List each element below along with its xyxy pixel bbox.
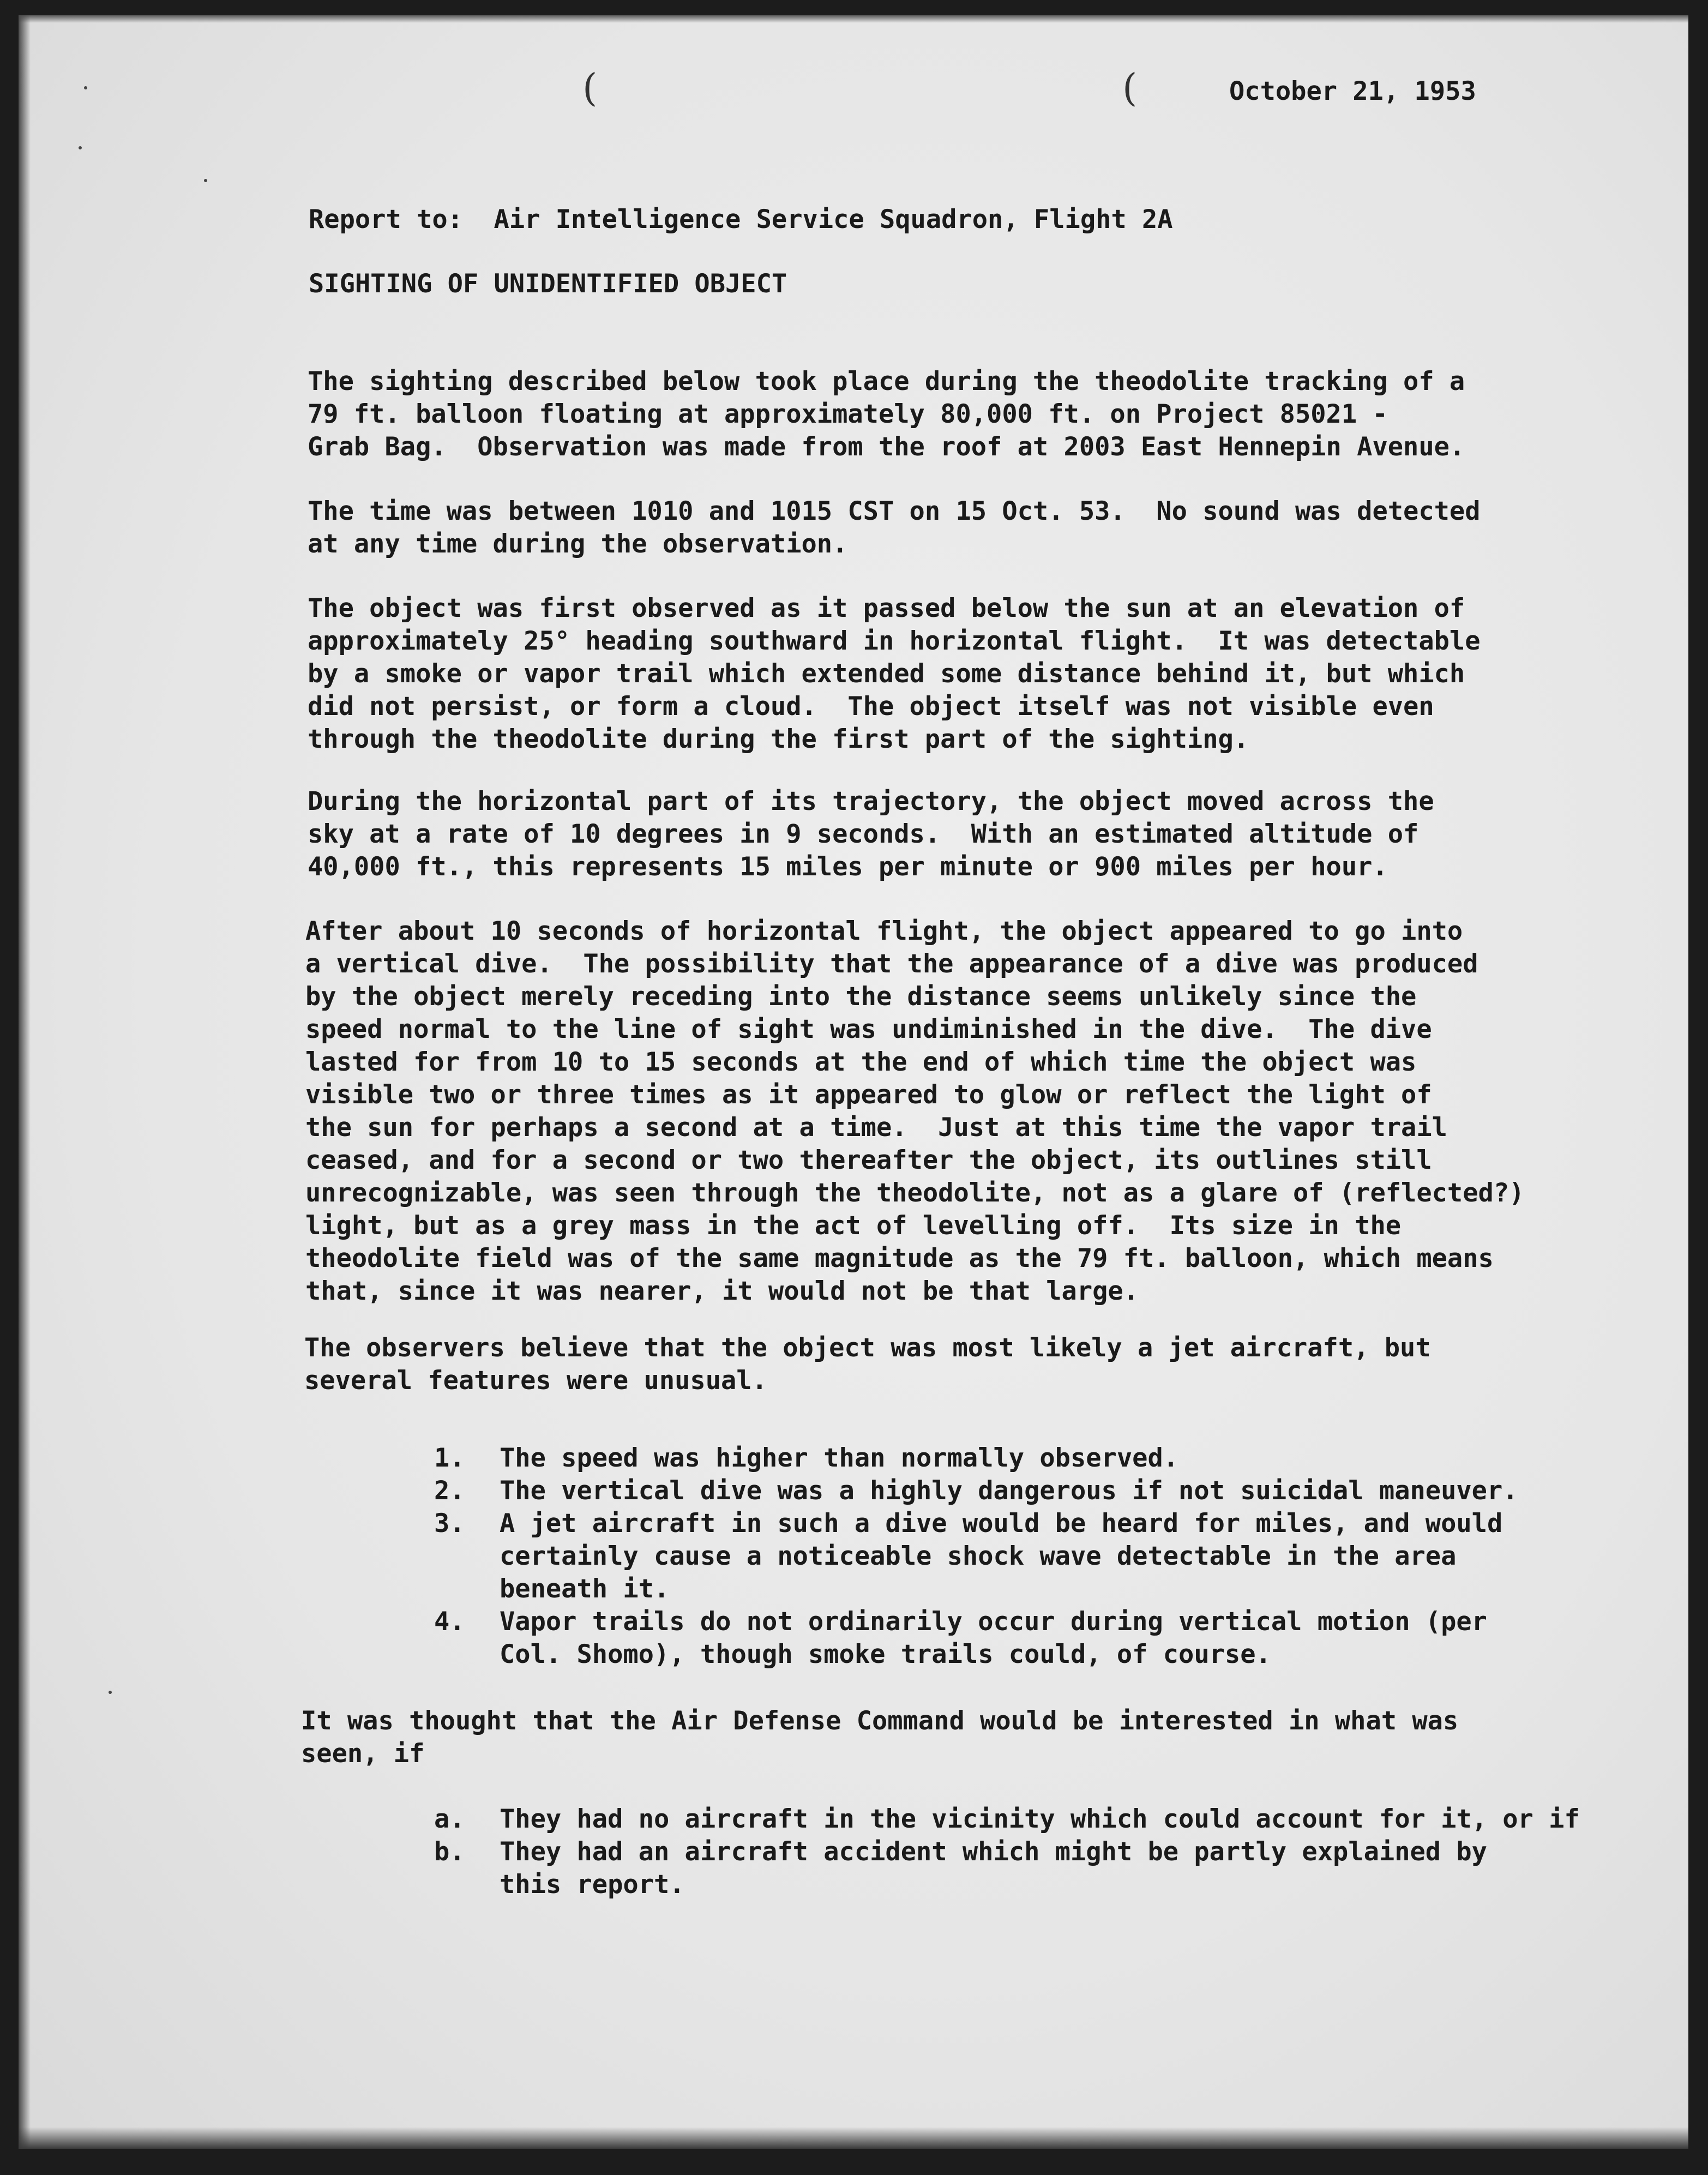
paragraph-first-observation: The object was first observed as it passed below the sun at an elevation of approximately 25° heading southward in horizontal flight. It was detectable by a smoke or vapor trail which extended some distance behind it, but which did not persist, or form a cloud. The object itself was not visible even through the theodolite during the first part of the sighting. — [308, 593, 1481, 754]
list-item-number: 3. — [434, 1509, 465, 1539]
report-recipient: Report to: Air Intelligence Service Squadron, Flight 2A — [309, 205, 1173, 235]
document-subject: SIGHTING OF UNIDENTIFIED OBJECT — [309, 269, 787, 299]
list-item-text: Vapor trails do not ordinarily occur during vertical motion (per Col. Shomo), though smoke trails could, of course. — [500, 1607, 1487, 1669]
speck — [109, 1691, 112, 1694]
punch-mark-left: ( — [582, 65, 598, 110]
list-item-number: b. — [434, 1837, 465, 1867]
list-item-text: A jet aircraft in such a dive would be heard for miles, and would certainly cause a noticeable shock wave detectable in the area beneath it. — [500, 1509, 1503, 1604]
list-item-text: The vertical dive was a highly dangerous if not suicidal maneuver. — [500, 1476, 1518, 1506]
paragraph-sighting-context: The sighting described below took place during the theodolite tracking of a 79 ft. balloon floating at approximately 80,000 ft. on Project 85021 - Grab Bag. Observation was made from the roof at 2003 East Hennepin Avenue. — [308, 366, 1465, 462]
speck — [79, 146, 82, 149]
speck — [204, 179, 207, 182]
paragraph-time: The time was between 1010 and 1015 CST on 15 Oct. 53. No sound was detected at any time during the observation. — [308, 496, 1481, 559]
list-item-number: a. — [434, 1804, 465, 1834]
list-item-text: They had an aircraft accident which might be partly explained by this report. — [500, 1837, 1487, 1900]
page-edge-shadow-left — [19, 15, 31, 2149]
page-edge-shadow-top — [19, 15, 1688, 23]
document-date: October 21, 1953 — [1229, 76, 1476, 106]
page-edge-shadow-bottom — [19, 2127, 1688, 2149]
list-item-text: They had no aircraft in the vicinity which could account for it, or if — [500, 1804, 1580, 1834]
list-item-number: 2. — [434, 1476, 465, 1506]
punch-mark-right: ( — [1122, 65, 1138, 110]
paragraph-vertical-dive: After about 10 seconds of horizontal flight, the object appeared to go into a vertical dive. The possibility that the appearance of a dive was produced by the object merely receding into the distance seems unlikely since the speed normal to the line of sight was undiminished in the dive. The dive lasted for from 10 to 15 seconds at the end of which time the object was visible two or three times as it appeared to glow or reflect the light of the sun for perhaps a second at a time. Just at this time the vapor trail ceased, and for a second or two thereafter the object, its outlines still unrecognizable, was seen through the theodolite, not as a glare of (reflected?) light, but as a grey mass in the act of levelling off. Its size in the theodolite field was of the same magnitude as the 79 ft. balloon, which means that, since it was nearer, it would not be that large. — [305, 916, 1525, 1306]
paragraph-horizontal-trajectory: During the horizontal part of its trajectory, the object moved across the sky at a rate of 10 degrees in 9 seconds. With an estimated altitude of 40,000 ft., this represents 15 miles per minute or 900 miles per hour. — [308, 786, 1434, 882]
list-item-text: The speed was higher than normally observed. — [500, 1443, 1179, 1473]
paragraph-observers-belief: The observers believe that the object was most likely a jet aircraft, but several features were unusual. — [304, 1333, 1431, 1396]
list-item-number: 1. — [434, 1443, 465, 1473]
list-item — [434, 1836, 1487, 1967]
speck — [84, 86, 87, 89]
document-page — [19, 15, 1688, 2149]
paragraph-closing: It was thought that the Air Defense Command would be interested in what was seen, if — [301, 1706, 1459, 1769]
list-item-number: 4. — [434, 1607, 465, 1637]
